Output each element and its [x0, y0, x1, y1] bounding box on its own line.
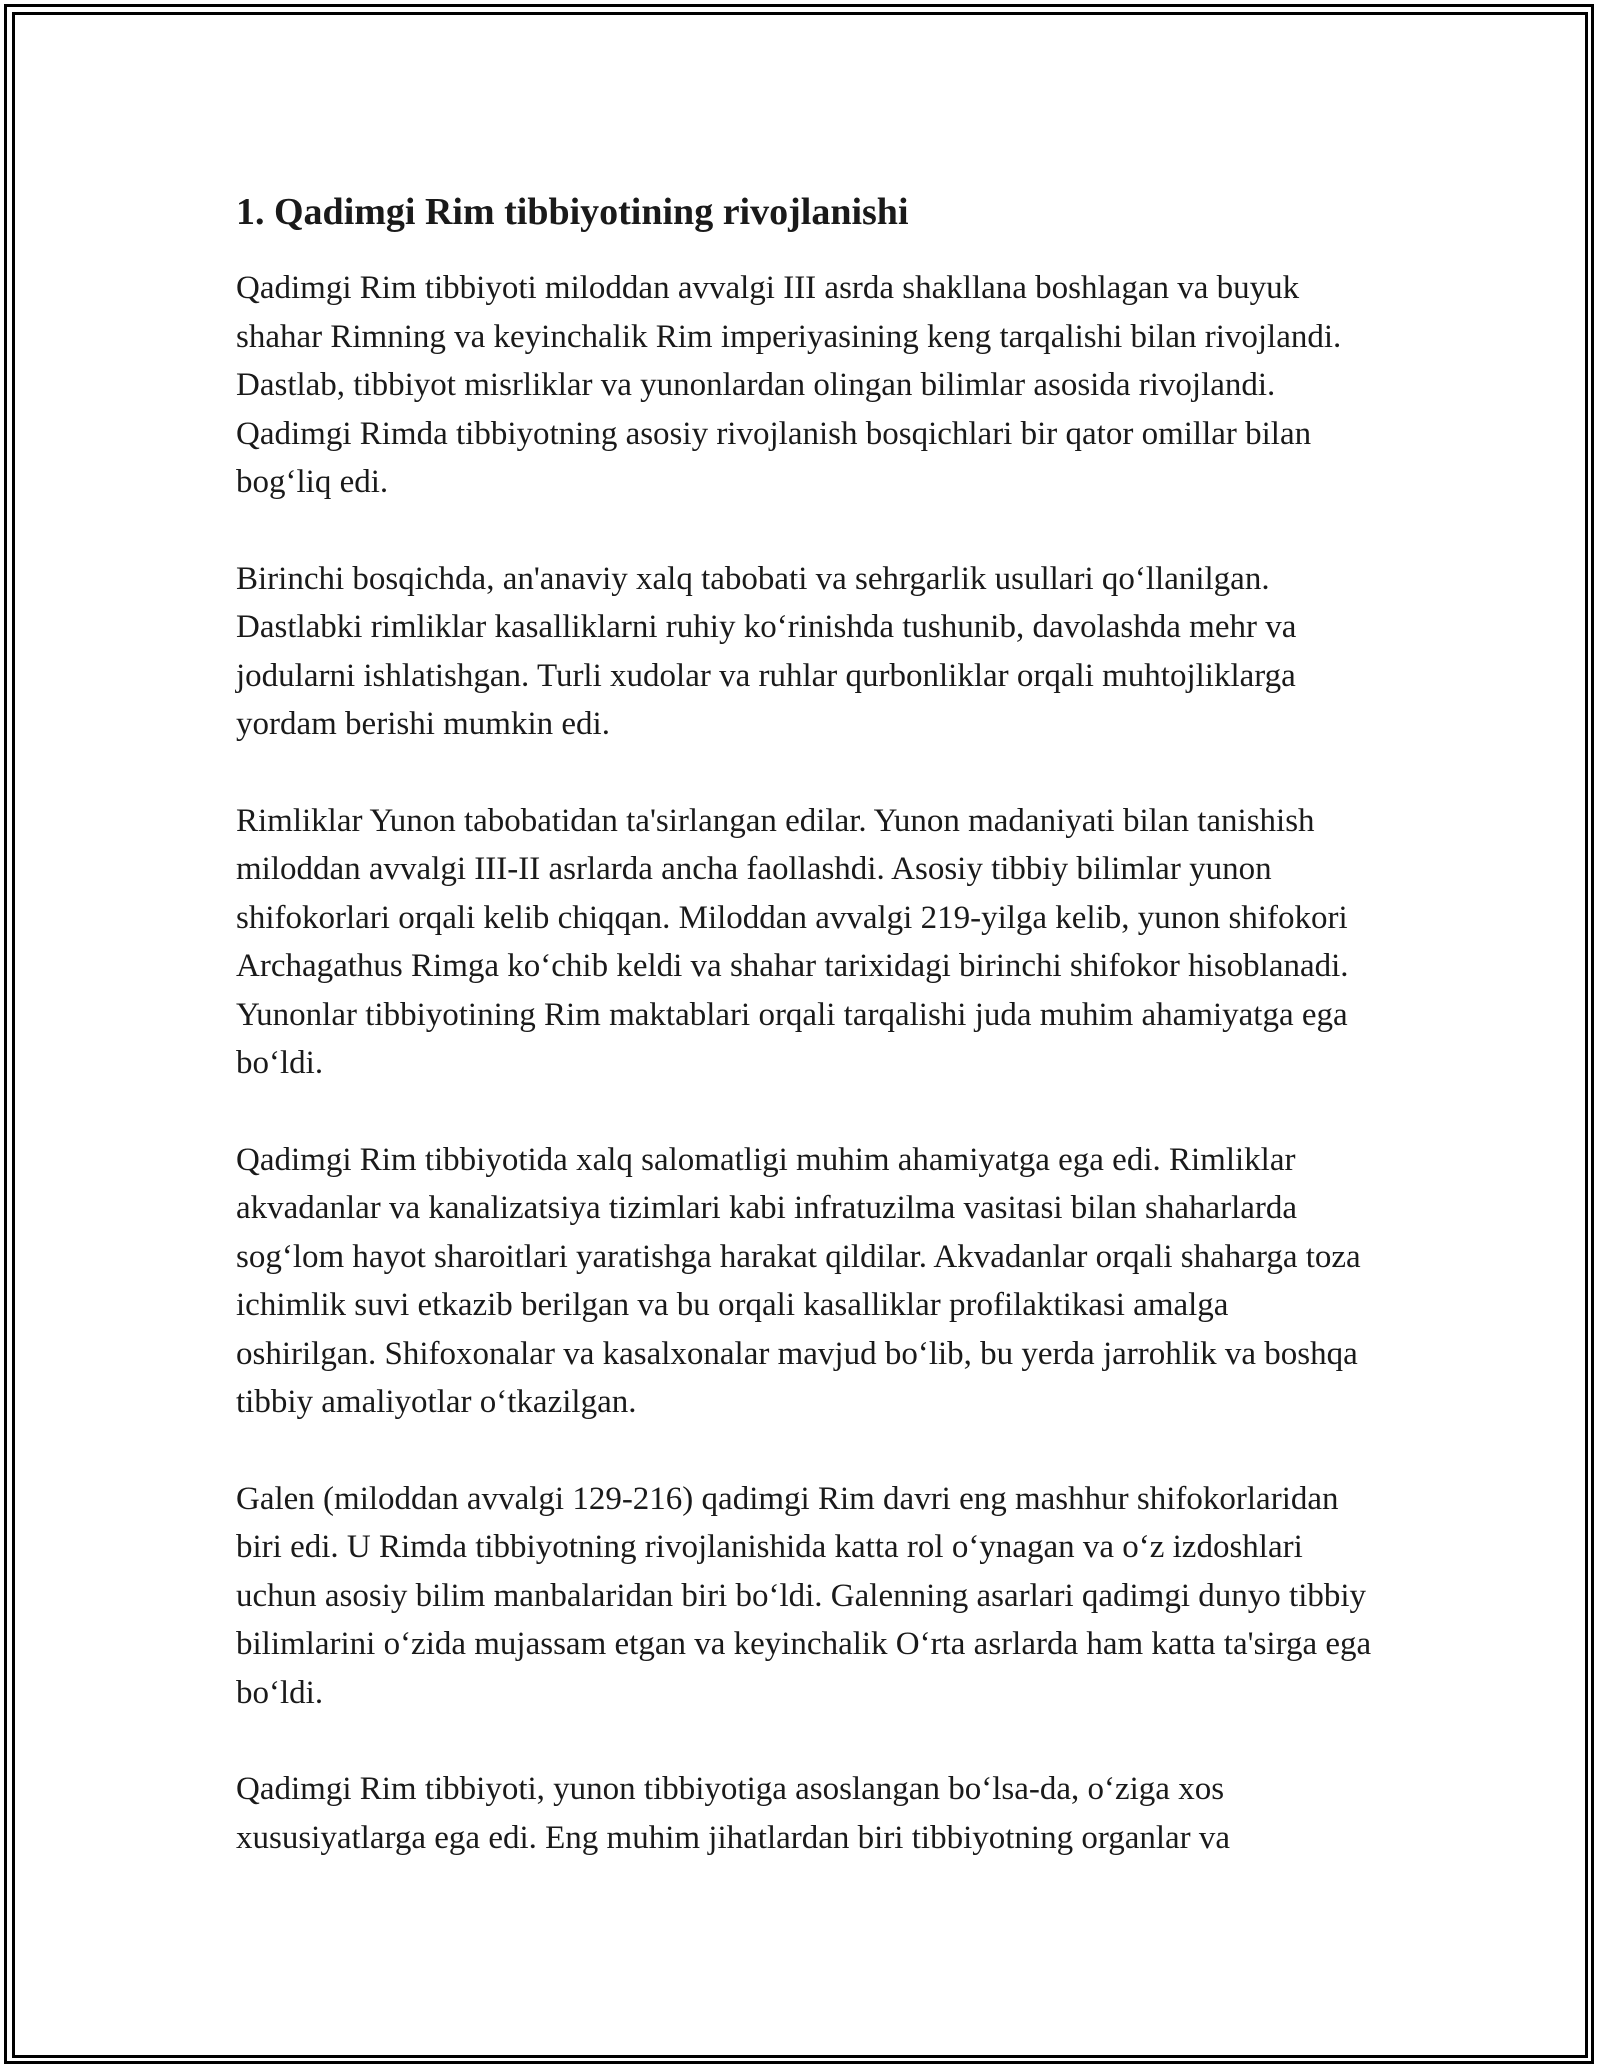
document-body	[236, 186, 1376, 1910]
paragraph-6: Qadimgi Rim tibbiyoti, yunon tibbiyotiga asoslangan bo‘lsa-da, o‘ziga xos xususiyatlarga ega edi. Eng muhim jihatlardan biri tibbiyotning organlar va	[236, 1771, 1231, 1856]
paragraph-1: Qadimgi Rim tibbiyoti miloddan avvalgi III asrda shakllana boshlagan va buyuk shahar Rimning va keyinchalik Rim imperiyasining keng tarqalishi bilan rivojlandi. Dastlab, tibbiyot misrliklar va yunonlardan olingan bilimlar asosida rivojlandi. Qadimgi Rimda tibbiyotning asosiy rivojlanish bosqichlari bir qator omillar bilan bog‘liq edi.	[236, 270, 1342, 500]
paragraph-4: Qadimgi Rim tibbiyotida xalq salomatligi muhim ahamiyatga ega edi. Rimliklar akvadanlar va kanalizatsiya tizimlari kabi infratuzilma vasitasi bilan shaharlarda sog‘lom hayot sharoitlari yaratishga harakat qildilar. Akvadanlar orqali shaharga toza ichimlik suvi etkazib berilgan va bu orqali kasalliklar profilaktikasi amalga oshirilgan. Shifoxonalar va kasalxonalar mavjud bo‘lib, bu yerda jarrohlik va boshqa tibbiy amaliyotlar o‘tkazilgan.	[236, 1141, 1361, 1420]
paragraph-3: Rimliklar Yunon tabobatidan ta'sirlangan edilar. Yunon madaniyati bilan tanishish miloddan avvalgi III-II asrlarda ancha faollashdi. Asosiy tibbiy bilimlar yunon shifokorlari orqali kelib chiqqan. Miloddan avvalgi 219-yilga kelib, yunon shifokori Archagathus Rimga ko‘chib keldi va shahar tarixidagi birinchi shifokor hisoblanadi. Yunonlar tibbiyotining Rim maktablari orqali tarqalishi juda muhim ahamiyatga ega bo‘ldi.	[236, 802, 1349, 1081]
page-title: 1. Qadimgi Rim tibbiyotining rivojlanishi	[236, 191, 909, 233]
paragraph-2: Birinchi bosqichda, an'anaviy xalq tabobati va sehrgarlik usullari qo‘llanilgan. Dastlabki rimliklar kasalliklarni ruhiy ko‘rinishda tushunib, davolashda mehr va jodularni ishlatishgan. Turli xudolar va ruhlar qurbonliklar orqali muhtojliklarga yordam berishi mumkin edi.	[236, 560, 1297, 742]
paragraph-5: Galen (miloddan avvalgi 129-216) qadimgi Rim davri eng mashhur shifokorlaridan biri edi. U Rimda tibbiyotning rivojlanishida katta rol o‘ynagan va o‘z izdoshlari uchun asosiy bilim manbalaridan biri bo‘ldi. Galenning asarlari qadimgi dunyo tibbiy bilimlarini o‘zida mujassam etgan va keyinchalik O‘rta asrlarda ham katta ta'sirga ega bo‘ldi.	[236, 1480, 1372, 1711]
